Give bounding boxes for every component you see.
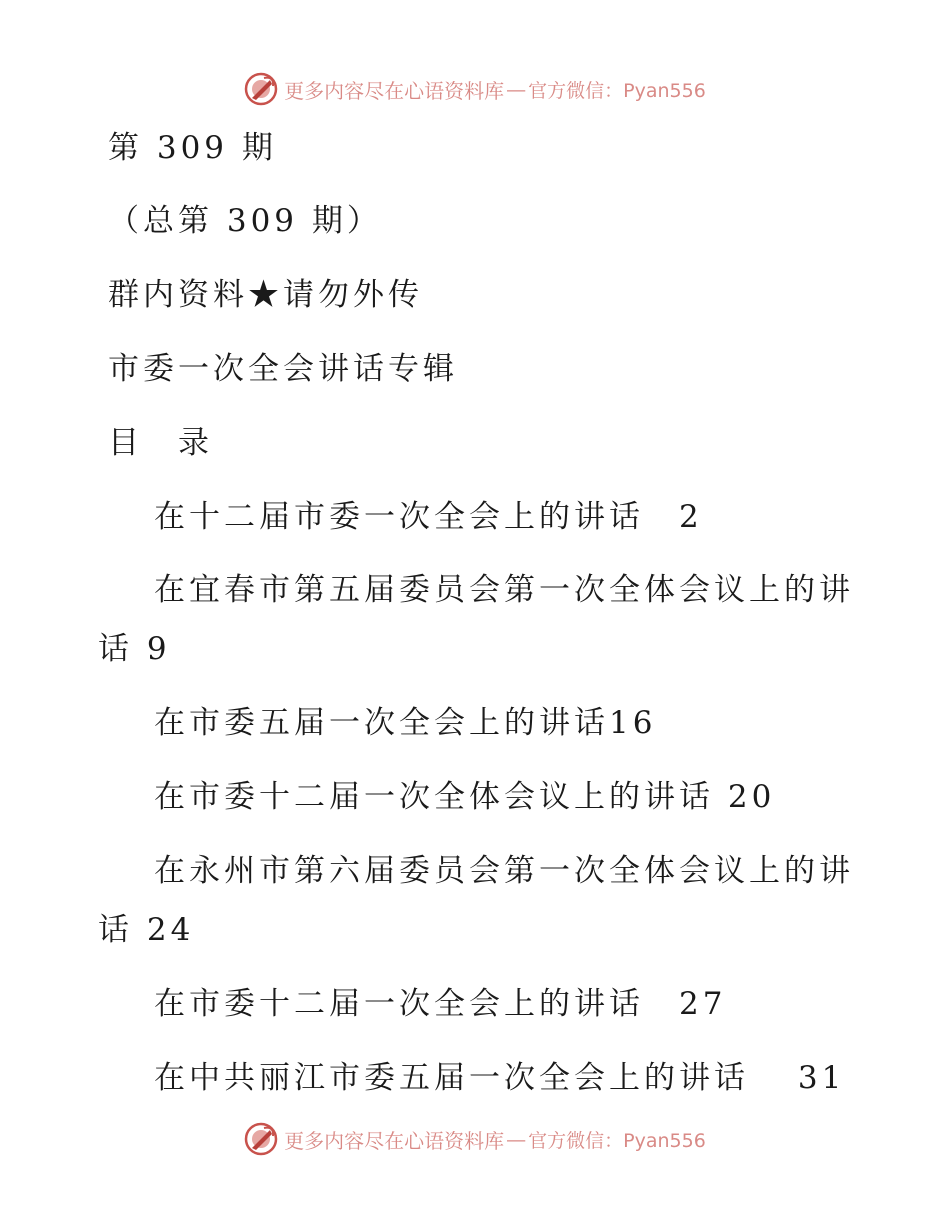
logo-icon — [244, 1122, 278, 1156]
issue-number: 第 309 期 — [108, 130, 277, 166]
toc-entry: 在中共丽江市委五届一次全会上的讲话 31 — [154, 1060, 846, 1096]
confidentiality-notice: 群内资料★请勿外传 — [108, 277, 423, 313]
toc-entry: 在市委五届一次全会上的讲话16 — [154, 705, 657, 741]
toc-entry: 在宜春市第五届委员会第一次全体会议上的讲 — [154, 572, 854, 608]
watermark-text: 更多内容尽在心语资料库 — [284, 1128, 505, 1153]
watermark-subtext: 官方微信：Pyan556 — [528, 1129, 706, 1152]
toc-entry: 在市委十二届一次全体会议上的讲话 20 — [154, 779, 776, 815]
collection-title: 市委一次全会讲话专辑 — [108, 351, 458, 387]
watermark-footer — [0, 1122, 950, 1156]
toc-heading: 目 录 — [108, 425, 213, 461]
toc-entry: 在市委十二届一次全会上的讲话 27 — [154, 986, 727, 1022]
toc-entry-continuation: 话 9 — [98, 631, 171, 667]
watermark-header — [0, 72, 950, 106]
toc-entry-continuation: 话 24 — [98, 912, 195, 948]
toc-entry: 在永州市第六届委员会第一次全体会议上的讲 — [154, 853, 854, 889]
total-issue-number: （总第 309 期） — [108, 203, 382, 239]
toc-entry: 在十二届市委一次全会上的讲话 2 — [154, 499, 703, 535]
watermark-text: 更多内容尽在心语资料库 — [284, 78, 505, 103]
watermark-subtext: 官方微信：Pyan556 — [528, 79, 706, 102]
logo-icon — [244, 72, 278, 106]
watermark-separator: — — [506, 77, 527, 101]
watermark-separator: — — [506, 1127, 527, 1151]
